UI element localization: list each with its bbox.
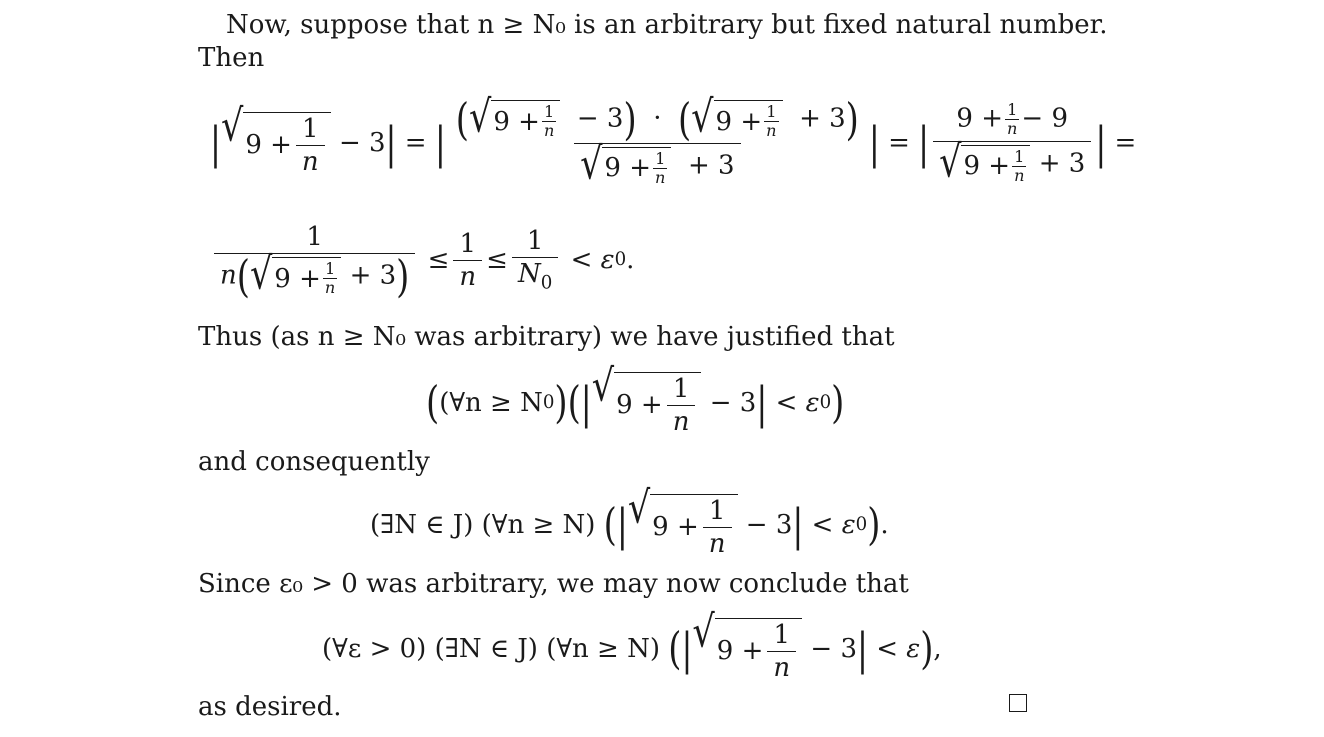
equation-inequality-chain: 1 n( √ 9 + $\frac{1}{n}$ + 3) ≤ $\frac{1}{n}$ ≤ $\frac{1}{N_0}$ < ε 0 . <box>210 212 634 308</box>
since-sentence: Since ε₀ > 0 was arbitrary, we may now conclude that <box>198 569 909 599</box>
conjugate-fraction: ( √ 9 + $\frac{1}{n}$ − 3) · ( √ 9 + $\frac{1}{n}$ + 3) √ 9 + $\frac{1}{n}$ + 3 <box>455 91 859 190</box>
as-desired-sentence: as desired. <box>198 692 342 722</box>
then-word: Then <box>198 43 265 73</box>
qed-square-icon <box>1009 694 1027 712</box>
equation-absolute-difference: | √ 9 + $\frac{1}{n}$ − 3 | = | ( √ 9 + $\frac{1}{n}$ − 3) · ( √ 9 + $\frac{1}{n}$ + 3) √ 9 + $\frac{1}{n}$ + 3 | = | 9 + $\frac{1}{n}$ − 9 √ 9 + $\frac{1}{n}$ + 3 | = <box>210 91 1137 190</box>
equation-exists-N: (∃N ∈ J) (∀n ≥ N) ( | √ 9 + $\frac{1}{n}$ − 3 | < ε 0 ) . <box>370 481 889 559</box>
simplified-fraction: 9 + $\frac{1}{n}$ − 9 √ 9 + $\frac{1}{n}$ + 3 <box>933 102 1091 184</box>
equation-forall-epsilon: (∀ε > 0) (∃N ∈ J) (∀n ≥ N) ( | √ 9 + $\frac{1}{n}$ − 3 | < ε ) , <box>322 605 942 683</box>
consequently-sentence: and consequently <box>198 447 430 477</box>
equation-forall-n: ( (∀n ≥ N 0 ) ( | √ 9 + $\frac{1}{n}$ − 3 | < ε 0 ) <box>426 359 845 437</box>
reciprocal-fraction: 1 n( √ 9 + $\frac{1}{n}$ + 3) <box>214 224 415 296</box>
intro-sentence: Now, suppose that n ≥ N₀ is an arbitrary but fixed natural number. <box>226 10 1108 40</box>
thus-sentence: Thus (as n ≥ N₀ was arbitrary) we have justified that <box>198 322 895 352</box>
sqrt-nine-plus-one-over-n: √ 9 + $\frac{1}{n}$ <box>221 112 331 175</box>
